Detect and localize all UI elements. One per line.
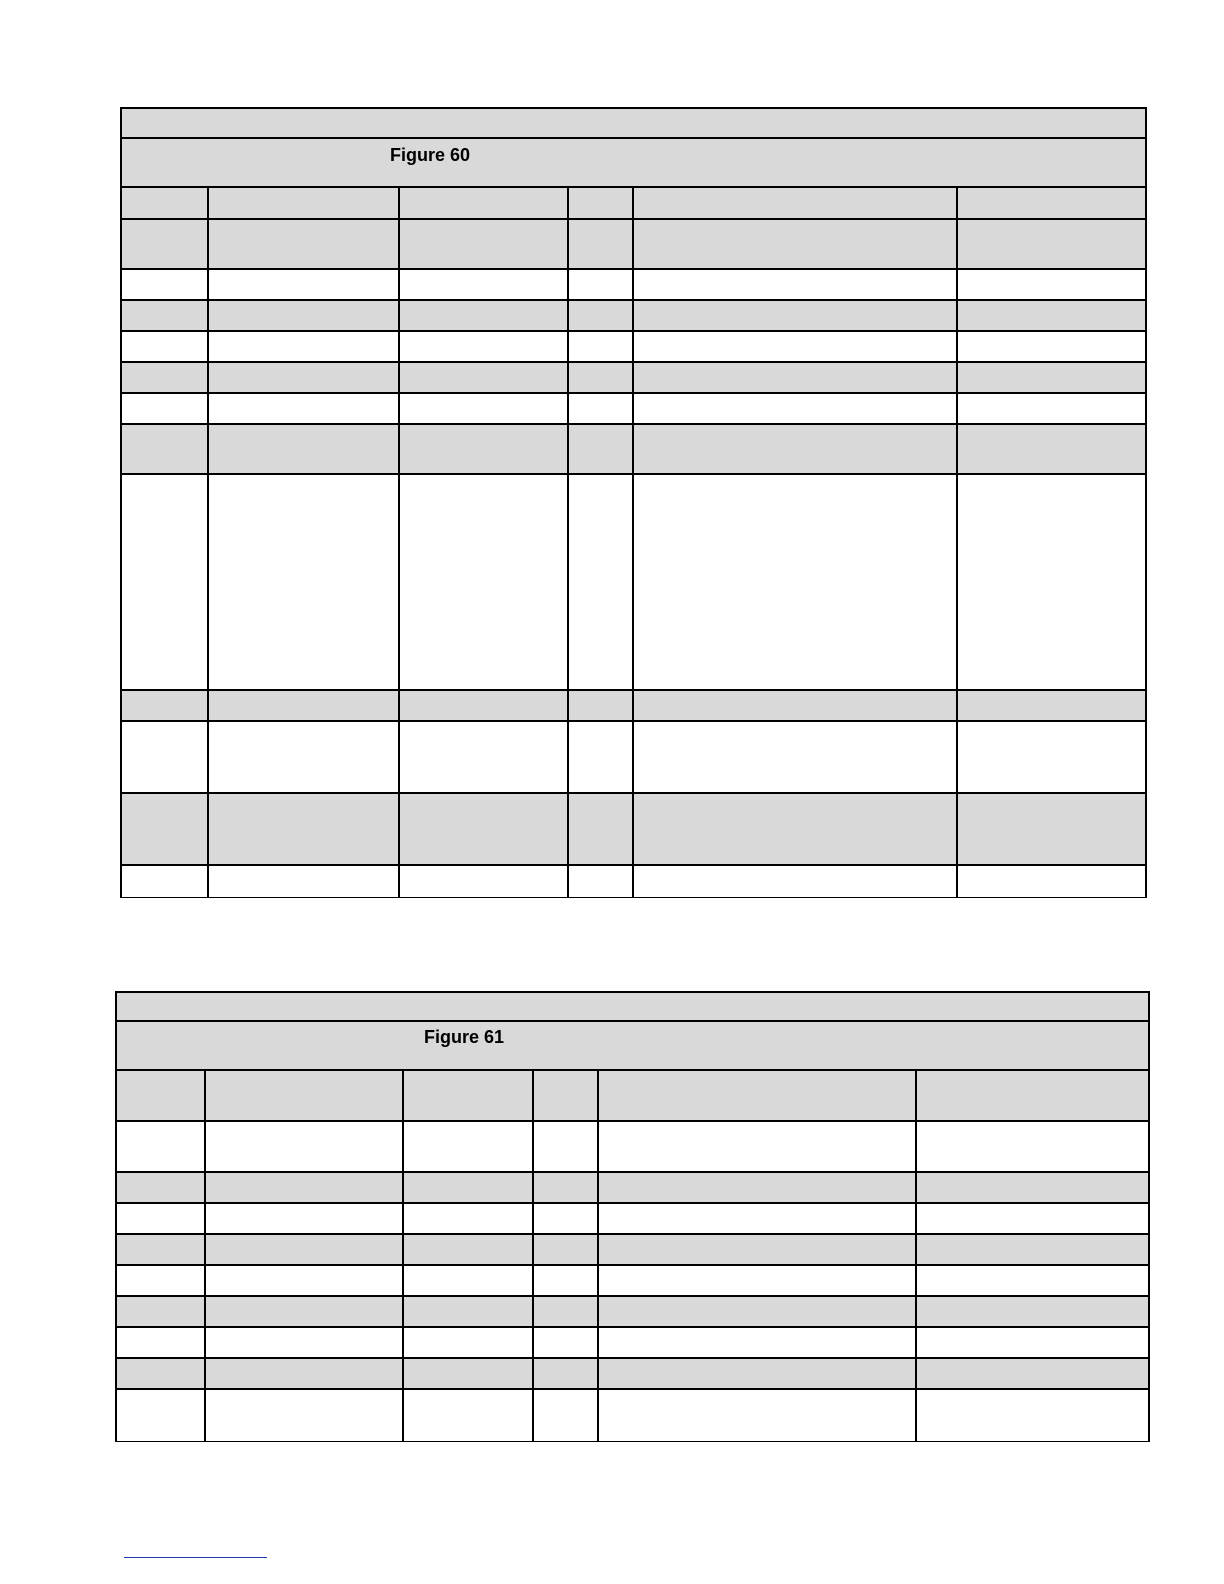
table-cell (400, 363, 569, 392)
table-cell (206, 1235, 404, 1264)
table-cell (400, 220, 569, 268)
table-cell (404, 1328, 534, 1357)
table-cell (958, 270, 1145, 299)
table-cell (209, 475, 400, 689)
table-cell (958, 332, 1145, 361)
table-cell (569, 394, 634, 423)
figure-label: Figure 61 (424, 1027, 505, 1047)
table-cell (404, 1071, 534, 1120)
table-cell (122, 691, 209, 720)
table-row (122, 794, 1145, 866)
table-cell (569, 301, 634, 330)
table-cell (117, 1235, 206, 1264)
table-cell (209, 270, 400, 299)
table-cell (122, 363, 209, 392)
table-cell (404, 1204, 534, 1233)
table-row (122, 188, 1145, 220)
table-cell (534, 1390, 599, 1441)
table-title-bar (122, 109, 1145, 139)
table-cell (206, 1204, 404, 1233)
table-cell (634, 270, 958, 299)
table-row (117, 1266, 1148, 1297)
table-cell (534, 1204, 599, 1233)
table-cell (400, 794, 569, 864)
table-cell (599, 1122, 917, 1171)
table-cell (958, 475, 1145, 689)
table-cell (534, 1071, 599, 1120)
table-cell (206, 1122, 404, 1171)
table-cell (400, 866, 569, 897)
table-cell (599, 1266, 917, 1295)
table-cell (117, 1173, 206, 1202)
table-cell (569, 363, 634, 392)
table-cell (599, 1359, 917, 1388)
table-cell (958, 394, 1145, 423)
table-cell (122, 332, 209, 361)
table-cell (534, 1122, 599, 1171)
table-cell (122, 301, 209, 330)
table-cell (404, 1390, 534, 1441)
table-cell (958, 363, 1145, 392)
table-cell (400, 722, 569, 792)
table-cell (400, 475, 569, 689)
table-cell (958, 220, 1145, 268)
table-cell (917, 1122, 1148, 1171)
table-cell (917, 1390, 1148, 1441)
table-row (122, 301, 1145, 332)
table-cell (917, 1359, 1148, 1388)
table-cell (634, 301, 958, 330)
table-cell (569, 794, 634, 864)
table-cell (534, 1173, 599, 1202)
table-cell (404, 1235, 534, 1264)
table-cell (599, 1390, 917, 1441)
table-cell (206, 1173, 404, 1202)
table-cell (206, 1071, 404, 1120)
table-caption-row (117, 1022, 1148, 1071)
table-row (117, 1297, 1148, 1328)
table-cell (569, 475, 634, 689)
footer-link-rule (124, 1557, 267, 1558)
table-cell (534, 1328, 599, 1357)
table-cell (958, 188, 1145, 218)
parts-table-figure-60 (120, 107, 1147, 898)
table-cell (534, 1266, 599, 1295)
table-cell (958, 866, 1145, 897)
table-row (122, 425, 1145, 475)
table-cell (958, 691, 1145, 720)
table-row (117, 1359, 1148, 1390)
table-cell (400, 691, 569, 720)
table-cell (117, 1204, 206, 1233)
table-cell (209, 394, 400, 423)
table-cell (534, 1359, 599, 1388)
table-cell (917, 1297, 1148, 1326)
table-cell (599, 1235, 917, 1264)
table-cell (122, 394, 209, 423)
table-cell (117, 1359, 206, 1388)
table-cell (209, 363, 400, 392)
table-cell (206, 1328, 404, 1357)
table-row (117, 1173, 1148, 1204)
table-cell (917, 1235, 1148, 1264)
table-cell (917, 1328, 1148, 1357)
figure-label: Figure 60 (390, 145, 471, 165)
table-cell (122, 188, 209, 218)
table-cell (534, 1297, 599, 1326)
table-cell (958, 301, 1145, 330)
parts-table-figure-61 (115, 991, 1150, 1442)
table-caption-row (122, 139, 1145, 188)
table-cell (404, 1297, 534, 1326)
table-cell (122, 722, 209, 792)
table-cell (206, 1390, 404, 1441)
table-row (122, 722, 1145, 794)
table-cell (599, 1204, 917, 1233)
table-row (117, 1204, 1148, 1235)
table-cell (117, 1390, 206, 1441)
table-row (122, 363, 1145, 394)
table-cell (569, 188, 634, 218)
table-cell (634, 363, 958, 392)
table-cell (534, 1235, 599, 1264)
table-row (117, 1328, 1148, 1359)
table-cell (634, 794, 958, 864)
table-cell (209, 866, 400, 897)
table-cell (209, 220, 400, 268)
table-cell (917, 1173, 1148, 1202)
table-cell (400, 270, 569, 299)
table-row (122, 270, 1145, 301)
table-cell (209, 188, 400, 218)
table-cell (206, 1266, 404, 1295)
table-cell (634, 394, 958, 423)
table-cell (400, 425, 569, 473)
table-row (122, 866, 1145, 897)
table-cell (917, 1266, 1148, 1295)
table-cell (209, 691, 400, 720)
table-row (117, 1122, 1148, 1173)
table-row (122, 475, 1145, 691)
table-cell (634, 425, 958, 473)
table-cell (400, 332, 569, 361)
table-cell (599, 1328, 917, 1357)
table-cell (958, 722, 1145, 792)
table-cell (634, 691, 958, 720)
table-cell (400, 188, 569, 218)
table-cell (917, 1071, 1148, 1120)
table-cell (634, 332, 958, 361)
table-cell (569, 722, 634, 792)
table-cell (569, 332, 634, 361)
table-row (117, 1390, 1148, 1441)
table-cell (206, 1297, 404, 1326)
table-cell (122, 270, 209, 299)
table-row (122, 220, 1145, 270)
table-cell (209, 794, 400, 864)
table-cell (209, 425, 400, 473)
table-cell (634, 220, 958, 268)
table-cell (122, 425, 209, 473)
table-cell (634, 722, 958, 792)
table-cell (122, 220, 209, 268)
table-cell (209, 332, 400, 361)
table-cell (400, 394, 569, 423)
table-cell (599, 1297, 917, 1326)
table-cell (404, 1359, 534, 1388)
table-cell (122, 475, 209, 689)
table-cell (569, 425, 634, 473)
table-row (117, 1235, 1148, 1266)
table-row (122, 691, 1145, 722)
table-cell (400, 301, 569, 330)
table-row (117, 1071, 1148, 1122)
table-cell (117, 1071, 206, 1120)
table-cell (404, 1266, 534, 1295)
table-cell (206, 1359, 404, 1388)
table-cell (634, 188, 958, 218)
table-cell (209, 722, 400, 792)
table-row (122, 394, 1145, 425)
table-cell (599, 1173, 917, 1202)
table-cell (634, 475, 958, 689)
table-cell (569, 866, 634, 897)
table-cell (917, 1204, 1148, 1233)
table-cell (634, 866, 958, 897)
table-cell (599, 1071, 917, 1120)
table-cell (209, 301, 400, 330)
table-cell (958, 794, 1145, 864)
table-cell (122, 794, 209, 864)
table-cell (117, 1266, 206, 1295)
table-cell (958, 425, 1145, 473)
table-cell (569, 220, 634, 268)
table-cell (404, 1173, 534, 1202)
table-title-bar (117, 993, 1148, 1022)
table-cell (117, 1328, 206, 1357)
table-cell (117, 1297, 206, 1326)
table-cell (404, 1122, 534, 1171)
table-cell (569, 270, 634, 299)
table-cell (122, 866, 209, 897)
table-cell (117, 1122, 206, 1171)
table-row (122, 332, 1145, 363)
table-cell (569, 691, 634, 720)
